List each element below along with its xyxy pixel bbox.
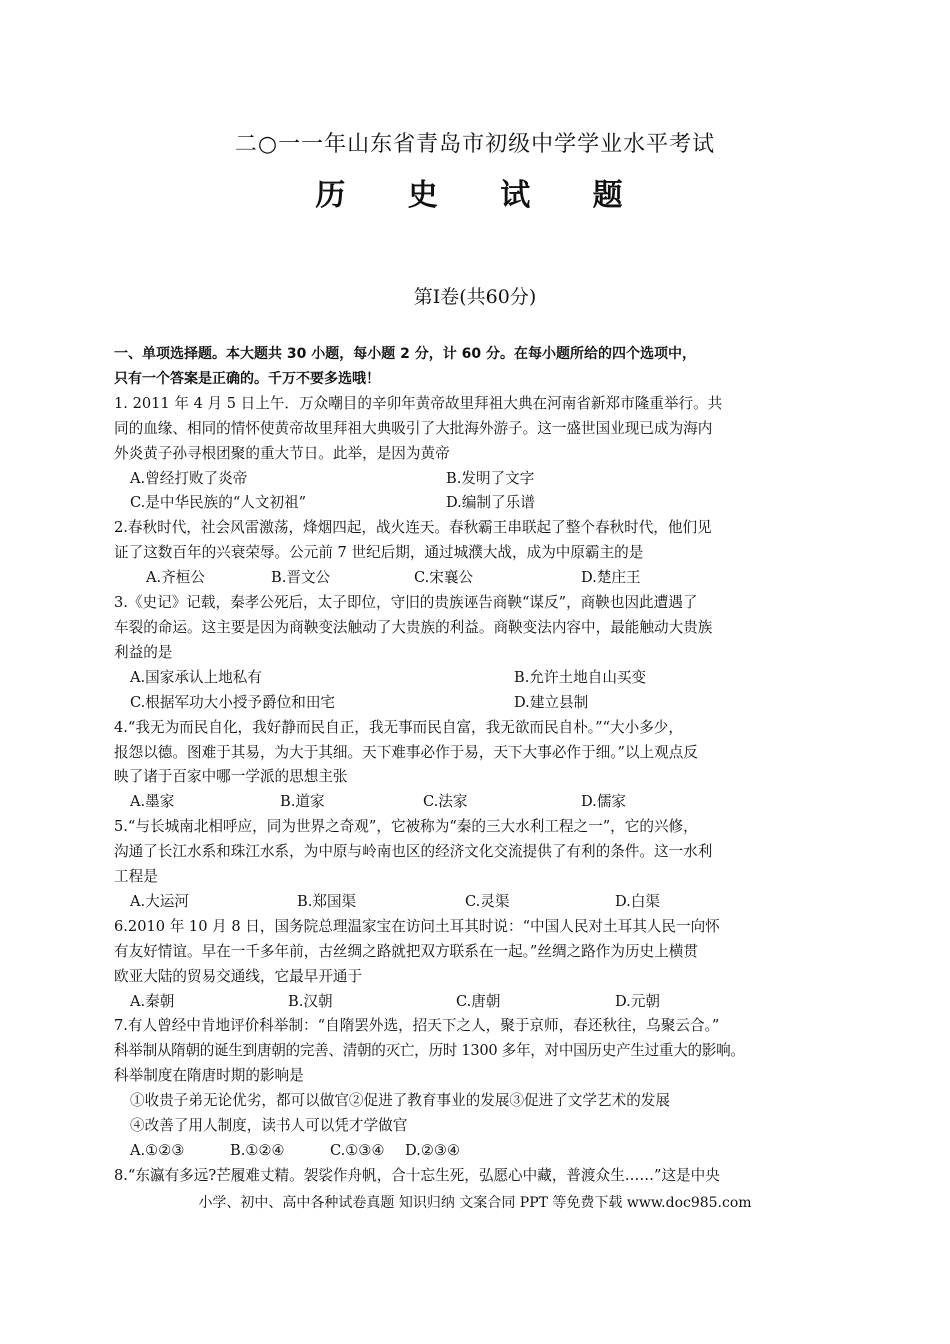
question-text-line: 沟通了长江水系和珠江水系，为中原与岭南也区的经济文化交流提供了有利的条件。这一水利 [114, 843, 713, 861]
question-text-line: 有友好情谊。早在一千多年前，古丝绸之路就把双方联系在一起。”丝绸之路作为历史上横贯 [114, 942, 698, 960]
question-text-line: 5.“与长城南北相呼应，同为世界之奇观”，它被称为“秦的三大水利工程之一”，它的兴修， [114, 818, 698, 836]
option-b: B.郑国渠 [297, 892, 357, 910]
option-d: D.编制了乐谱 [446, 494, 535, 512]
question-text-line: 车裂的命运。这主要是因为商鞅变法触动了大贵族的利益。商鞅变法内容中，最能触动大贵族 [114, 618, 713, 636]
option-b: B.道家 [280, 793, 325, 811]
option-b: B.晋文公 [271, 569, 331, 587]
options-row [114, 566, 838, 591]
option-d: D.②③④ [405, 1142, 461, 1159]
question-text-line: 2.春秋时代，社会风雷激荡，烽烟四起，战火连天。春秋霸王串联起了整个春秋时代，他们见 [114, 519, 712, 537]
question-text-line: 报怨以德。图难于其易，为大于其细。天下难事必作于易，天下大事必作于细。”以上观点反 [114, 743, 698, 761]
question-7 [114, 1014, 838, 1163]
option-c: C.灵渠 [465, 892, 510, 910]
question-text-line: 同的血缘、相同的情怀使黄帝故里拜祖大典吸引了大批海外游子。这一盛世国业现已成为海内 [114, 419, 713, 437]
option-d: D.楚庄王 [581, 569, 641, 587]
question-text-line: 科举制度在隋唐时期的影响是 [114, 1067, 304, 1085]
options-row [114, 491, 838, 516]
option-d: D.儒家 [581, 793, 627, 811]
exam-title: 二○一一年山东省青岛市初级中学学业水平考试 [234, 132, 716, 157]
question-text-line: 利益的是 [114, 643, 173, 661]
options-row [114, 666, 838, 691]
question-section [114, 342, 838, 1189]
options-row [114, 790, 838, 815]
question-text-line: 证了这数百年的兴衰荣辱。公元前 7 世纪后期，通过城濮大战，成为中原霸主的是 [114, 544, 644, 562]
options-row [114, 691, 838, 716]
option-a: A.墨家 [130, 793, 175, 811]
option-c: C.法家 [423, 793, 468, 811]
question-3 [114, 591, 838, 716]
question-text-line: 工程是 [114, 868, 158, 886]
question-2 [114, 516, 838, 591]
option-c: C.①③④ [330, 1142, 385, 1159]
question-text-line: 7.有人曾经中肯地评价科举制：“自隋罢外选，招天下之人，聚于京师，春还秋往，乌聚云合。” [114, 1017, 720, 1035]
option-c: C.宋襄公 [414, 569, 474, 587]
option-a: A.齐桓公 [146, 569, 205, 587]
option-d: D.元朝 [615, 992, 661, 1010]
statement-line: ④改善了用人制度，读书人可以凭才学做官 [130, 1117, 408, 1135]
option-b: B.①②④ [230, 1142, 285, 1159]
option-c: C.是中华民族的“人文初祖” [130, 494, 307, 512]
option-c: C.根据军功大小授予爵位和田宅 [130, 693, 336, 711]
question-text-line: 4.“我无为而民自化，我好静而民自正，我无事而民自富，我无欲而民自朴。”“大小多少， [114, 718, 683, 736]
option-b: B.汉朝 [288, 992, 333, 1010]
question-1 [114, 392, 838, 517]
option-b: B.发明了文字 [446, 469, 535, 487]
options-row [114, 1139, 838, 1164]
question-text-line: 1. 2011 年 4 月 5 日上午．万众嘲目的辛卯年黄帝故里拜祖大典在河南省新郑市隆重举行。共 [114, 394, 723, 412]
option-d: D.建立县制 [514, 693, 589, 711]
question-text-line: 科举制从隋朝的诞生到唐朝的完善、清朝的灭亡，历时 1300 多年，对中国历史产生过重大的影响。 [114, 1042, 745, 1060]
question-text-line: 映了诸于百家中哪一学派的思想主张 [114, 768, 348, 786]
exam-subject-title: 历 史 试 题 [315, 178, 649, 213]
options-row [114, 890, 838, 915]
option-a: A.①②③ [130, 1142, 185, 1159]
question-8 [114, 1164, 838, 1189]
question-text-line: 外炎黄子孙寻根团聚的重大节日。此举，是因为黄帝 [114, 444, 450, 462]
question-text-line: 6.2010 年 10 月 8 日，国务院总理温家宝在访问土耳其时说：“中国人民对土耳其人民一向怀 [114, 917, 720, 935]
question-text-line: 8.“东瀛有多远?芒履难丈精。袈裟作舟帆，合十忘生死，弘愿心中藏，普渡众生……”这是中央 [114, 1166, 720, 1184]
instructions-line-2: 只有一个答案是正确的。千万不要多选哦！ [114, 370, 380, 387]
volume-heading: 第Ⅰ卷(共60分) [413, 286, 537, 308]
option-b: B.允许土地自山买变 [514, 668, 647, 686]
option-a: A.曾经打败了炎帝 [130, 469, 248, 487]
question-6 [114, 915, 838, 1015]
option-c: C.唐朝 [456, 992, 501, 1010]
options-row [114, 467, 838, 492]
option-a: A.大运河 [130, 892, 189, 910]
options-row [114, 990, 838, 1015]
question-5 [114, 815, 838, 915]
question-4 [114, 716, 838, 816]
question-text-line: 3.《史记》记载，秦孝公死后，太子即位，守旧的贵族诬告商鞅“谋反”，商鞅也因此遭遇了 [114, 594, 698, 612]
option-a: A.国家承认上地私有 [130, 668, 262, 686]
statement-line: ①收贵子弟无论优劣，都可以做官②促进了教育事业的发展③促进了文学艺术的发展 [130, 1092, 670, 1110]
option-a: A.秦朝 [130, 992, 175, 1010]
option-d: D.白渠 [615, 892, 661, 910]
instructions-line-1: 一、单项选择题。本大题共 30 小题，每小题 2 分，计 60 分。在每小题所给的四个选项中， [114, 346, 696, 362]
question-text-line: 欧亚大陆的贸易交通线，它最早开通于 [114, 967, 363, 985]
page-footer: 小学、初中、高中各种试卷真题 知识归纳 文案合同 PPT 等免费下载 www.doc985.com [198, 1195, 752, 1211]
